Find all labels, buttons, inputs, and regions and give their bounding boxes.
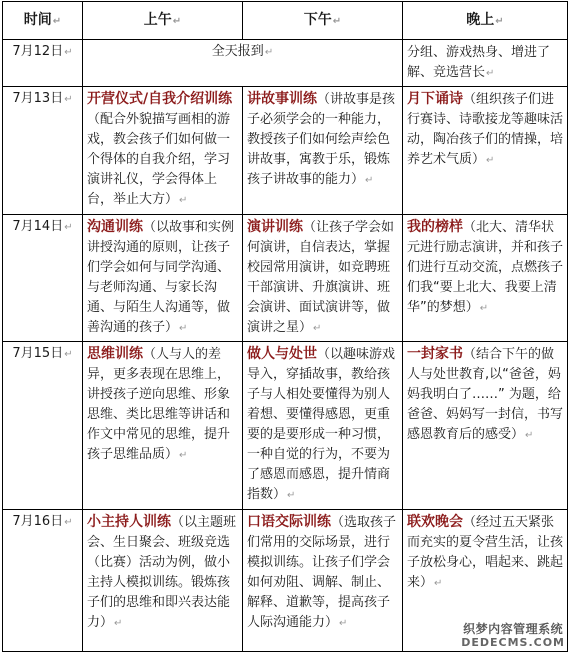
afternoon-cell: 讲故事训练（讲故事是孩子必须学会的一种能力，教授孩子们如何绘声绘色讲故事，寓教于乐，锻炼孩子讲故事的能力）↵	[243, 87, 403, 215]
watermark	[461, 623, 565, 649]
activity-desc: （以故事和实例讲授沟通的原则，让孩子们学会如何与同学沟通、与老师沟通、与家长沟通、与陌生人沟通等，做善沟通的孩子）	[87, 220, 235, 335]
header-morning: 上午↵	[83, 2, 243, 40]
header-afternoon: 下午↵	[243, 2, 403, 40]
activity-desc: （选取孩子们常用的交际场景，进行模拟训练。让孩子们学会如何劝阻、调解、制止、解释、道歉等，提高孩子人际沟通能力）	[247, 515, 397, 630]
header-evening: 晚上↵	[403, 2, 568, 40]
evening-cell: 一封家书（结合下午的做人与处世教育,以“爸爸，妈妈我明白了……” 为题，给爸爸、妈妈写一封信，书写感恩教育后的感受）↵	[403, 342, 568, 510]
morning-cell: 开营仪式/自我介绍训练（配合外貌描写画相的游戏，教会孩子们如何做一个得体的自我介绍，学习演讲礼仪，学会得体上台，举止大方）↵	[83, 87, 243, 215]
activity-desc: （结合下午的做人与处世教育,以“爸爸，妈妈我明白了……” 为题，给爸爸、妈妈写一封信，书写感恩教育后的感受）	[407, 347, 564, 442]
activity-title: 做人与处世	[247, 346, 317, 362]
activity-title: 开营仪式/自我介绍训练	[87, 91, 233, 107]
activity-desc: （组织孩子们进行赛诗、诗歌接龙等趣味活动，陶冶孩子们的情操，培养艺术气质）	[407, 92, 564, 167]
date-cell: 7月15日↵	[3, 342, 83, 510]
activity-desc: （北大、清华状元进行励志演讲，并和孩子们进行互动交流，点燃孩子们我“要上北大、我要上清华”的梦想）	[407, 220, 564, 315]
header-time: 时间↵	[3, 2, 83, 40]
watermark-line2: DEDECMS.COM	[461, 636, 565, 649]
schedule-table	[2, 1, 568, 652]
date-cell: 7月12日↵	[3, 40, 83, 87]
fullday-cell: 全天报到↵	[83, 40, 403, 87]
activity-desc: （以趣味游戏导入，穿插故事，教给孩子与人相处要懂得为别人着想、要懂得感恩，更重要的是要形成一种习惯，一种自觉的行为，不要为了感恩而感恩，提升情商指数）	[247, 347, 396, 502]
activity-desc: （经过五天紧张而充实的夏令营生活，让孩子放松身心，唱起来、跳起来）	[407, 515, 564, 590]
activity-desc: （讲故事是孩子必须学会的一种能力，教授孩子们如何绘声绘色讲故事，寓教于乐，锻炼孩子讲故事的能力）	[247, 92, 396, 187]
activity-desc: （以主题班会、生日聚会、班级竞选（比赛）活动为例，做小主持人模拟训练。锻炼孩子们的思维和即兴表达能力）	[87, 515, 237, 630]
activity-title: 我的榜样	[407, 219, 463, 235]
table-row	[3, 40, 568, 87]
activity-desc: （人与人的差异，更多表现在思维上，讲授孩子逆向思维、形象思维、类比思维等讲话和作文中常见的思维，提升孩子思维品质）	[87, 347, 231, 462]
activity-title: 口语交际训练	[247, 514, 331, 530]
date-cell: 7月13日↵	[3, 87, 83, 215]
morning-cell: 思维训练（人与人的差异，更多表现在思维上，讲授孩子逆向思维、形象思维、类比思维等讲话和作文中常见的思维，提升孩子思维品质）↵	[83, 342, 243, 510]
afternoon-cell: 口语交际训练（选取孩子们常用的交际场景，进行模拟训练。让孩子们学会如何劝阻、调解、制止、解释、道歉等，提高孩子人际沟通能力）↵	[243, 510, 403, 652]
activity-title: 联欢晚会	[407, 514, 463, 530]
date-cell: 7月16日↵	[3, 510, 83, 652]
activity-title: 思维训练	[87, 346, 143, 362]
afternoon-cell: 做人与处世（以趣味游戏导入，穿插故事，教给孩子与人相处要懂得为别人着想、要懂得感恩，更重要的是要形成一种习惯，一种自觉的行为，不要为了感恩而感恩，提升情商指数）↵	[243, 342, 403, 510]
table-row	[3, 215, 568, 342]
morning-cell: 沟通训练（以故事和实例讲授沟通的原则，让孩子们学会如何与同学沟通、与老师沟通、与家长沟通、与陌生人沟通等，做善沟通的孩子）↵	[83, 215, 243, 342]
morning-cell: 小主持人训练（以主题班会、生日聚会、班级竞选（比赛）活动为例，做小主持人模拟训练。锻炼孩子们的思维和即兴表达能力）↵	[83, 510, 243, 652]
table-row	[3, 342, 568, 510]
activity-title: 小主持人训练	[87, 514, 171, 530]
activity-title: 一封家书	[407, 346, 463, 362]
activity-desc: （配合外貌描写画相的游戏，教会孩子们如何做一个得体的自我介绍，学习演讲礼仪，学会得体上台，举止大方）	[87, 112, 231, 207]
activity-title: 讲故事训练	[247, 91, 317, 107]
table-row	[3, 87, 568, 215]
activity-title: 月下诵诗	[407, 91, 463, 107]
activity-desc: （让孩子学会如何演讲，自信表达，掌握校园常用演讲，如竞聘班干部演讲、升旗演讲、班会演讲、面试演讲等，做演讲之星）	[247, 220, 395, 335]
afternoon-cell: 演讲训练（让孩子学会如何演讲，自信表达，掌握校园常用演讲，如竞聘班干部演讲、升旗演讲、班会演讲、面试演讲等，做演讲之星）↵	[243, 215, 403, 342]
date-cell: 7月14日↵	[3, 215, 83, 342]
evening-cell: 分组、游戏热身、增进了解、竞选营长↵	[403, 40, 568, 87]
evening-cell: 联欢晚会（经过五天紧张而充实的夏令营生活，让孩子放松身心，唱起来、跳起来）↵	[403, 510, 568, 652]
header-row	[3, 2, 568, 40]
watermark-line1: 织梦内容管理系统	[463, 622, 564, 636]
activity-title: 演讲训练	[247, 219, 303, 235]
activity-title: 沟通训练	[87, 219, 143, 235]
evening-cell: 我的榜样（北大、清华状元进行励志演讲，并和孩子们进行互动交流，点燃孩子们我“要上北大、我要上清华”的梦想）↵	[403, 215, 568, 342]
evening-cell: 月下诵诗（组织孩子们进行赛诗、诗歌接龙等趣味活动，陶冶孩子们的情操，培养艺术气质）↵	[403, 87, 568, 215]
